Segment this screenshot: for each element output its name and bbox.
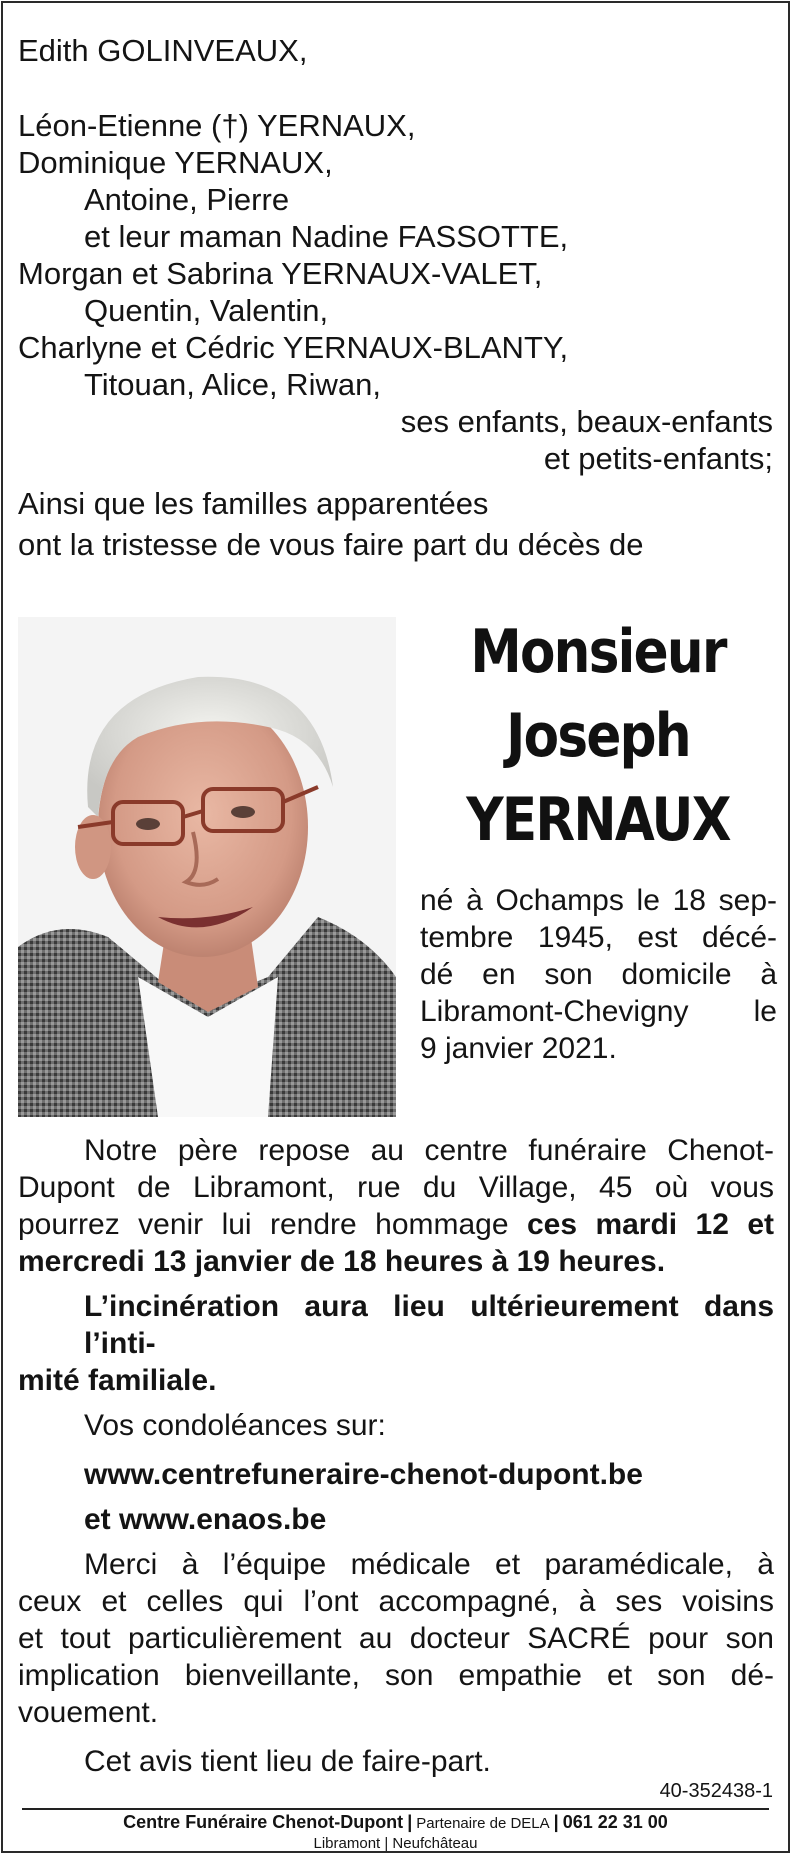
funeral-home-footer: Centre Funéraire Chenot-Dupont | Partenaire de DELA | 061 22 31 00 Libramont | Neufchâteau	[0, 1812, 791, 1854]
family-line: Quentin, Valentin,	[84, 293, 329, 328]
cremation-paragraph	[18, 1288, 774, 1399]
birth-line: dé en son domicile à	[420, 958, 777, 991]
visitation-dates: ces mardi 12 et	[526, 1208, 775, 1241]
funeral-home-locations: Libramont | Neufchâteau	[313, 1835, 478, 1852]
family-line: et petits-enfants;	[543, 441, 773, 476]
cremation-line: mité familiale.	[18, 1364, 217, 1397]
funeral-home-phone[interactable]: 061 22 31 00	[562, 1812, 668, 1832]
closing-paragraph	[18, 1743, 774, 1780]
family-line: Charlyne et Cédric YERNAUX-BLANTY,	[18, 330, 569, 365]
visitation-paragraph	[18, 1132, 774, 1280]
thanks-paragraph	[18, 1546, 774, 1731]
family-line: et leur maman Nadine FASSOTTE,	[84, 219, 569, 254]
family-announcement	[18, 32, 773, 563]
family-line: Dominique YERNAUX,	[18, 145, 333, 180]
paragraph-text: pourrez venir lui rendre hommage	[18, 1208, 527, 1241]
condolences-label: Vos condoléances sur:	[84, 1409, 386, 1442]
birth-line: Libramont-Chevigny le	[420, 995, 777, 1028]
family-line: Ainsi que les familles apparentées	[18, 486, 489, 521]
paragraph-line: ceux et celles qui l’ont accompagné, à ses voisins	[18, 1585, 774, 1618]
condolences-paragraph	[18, 1407, 774, 1444]
cremation-line: L’incinération aura lieu ultérieurement dans l’inti-	[84, 1290, 774, 1360]
deceased-first-name: Joseph	[506, 701, 690, 771]
funeral-home-name: Centre Funéraire Chenot-Dupont	[123, 1812, 404, 1832]
condolences-link-2[interactable]: et www.enaos.be	[84, 1503, 327, 1536]
family-line: Antoine, Pierre	[84, 182, 290, 217]
family-line: Edith GOLINVEAUX,	[18, 33, 308, 68]
notice-reference: 40-352438-1	[659, 1780, 773, 1802]
portrait-photo	[18, 617, 396, 1117]
paragraph-line: et tout particulièrement au docteur SACRÉ pour son	[18, 1622, 774, 1655]
family-line: Léon-Etienne (†) YERNAUX,	[18, 108, 416, 143]
funeral-home-partner: Partenaire de DELA	[416, 1815, 550, 1832]
birth-death-info	[420, 882, 777, 1067]
footer-divider	[22, 1808, 769, 1810]
closing-line: Cet avis tient lieu de faire-part.	[84, 1745, 491, 1778]
paragraph-line	[18, 1206, 774, 1243]
paragraph-line: implication bienveillante, son empathie et son dé-	[18, 1659, 774, 1692]
notice-body	[18, 1132, 774, 1780]
birth-line: né à Ochamps le 18 sep-	[420, 884, 777, 917]
condolences-urls	[18, 1456, 774, 1538]
family-line: ses enfants, beaux-enfants	[400, 404, 773, 439]
deceased-title: Monsieur	[470, 617, 726, 687]
paragraph-line: Notre père repose au centre funéraire Chenot-	[84, 1134, 774, 1167]
paragraph-line: Dupont de Libramont, rue du Village, 45 où vous	[18, 1171, 774, 1204]
family-line: ont la tristesse de vous faire part du décès de	[18, 527, 644, 562]
family-line: Titouan, Alice, Riwan,	[84, 367, 381, 402]
deceased-name	[418, 610, 778, 862]
family-line: Morgan et Sabrina YERNAUX-VALET,	[18, 256, 543, 291]
visitation-hours: mercredi 13 janvier de 18 heures à 19 heures.	[18, 1245, 666, 1278]
condolences-link-1[interactable]: www.centrefuneraire-chenot-dupont.be	[84, 1458, 643, 1491]
paragraph-line: vouement.	[18, 1696, 159, 1729]
deceased-last-name: YERNAUX	[466, 785, 730, 855]
paragraph-line: Merci à l’équipe médicale et paramédicale, à	[84, 1548, 774, 1581]
birth-line: tembre 1945, est décé-	[420, 921, 777, 954]
birth-line: 9 janvier 2021.	[420, 1032, 617, 1065]
